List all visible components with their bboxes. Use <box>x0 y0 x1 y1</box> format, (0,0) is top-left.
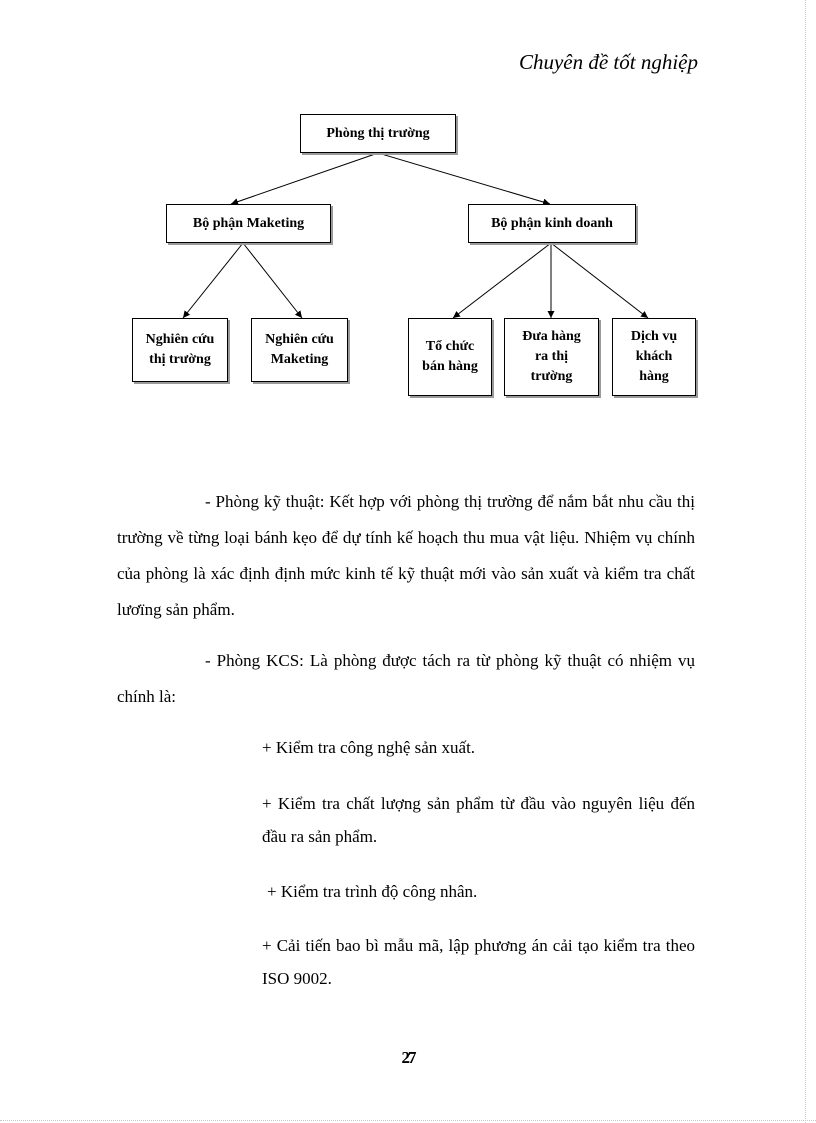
org-node-marketing <box>166 204 331 243</box>
connector-business-sales <box>453 243 551 318</box>
connector-business-service <box>551 243 648 318</box>
list-item-1: + Kiểm tra công nghệ sản xuất. <box>262 738 476 757</box>
page-number: 27 <box>401 1048 415 1067</box>
org-node-business-label: Bộ phận kinh doanh <box>491 215 613 231</box>
paragraph-technical-dept <box>117 484 695 628</box>
org-node-marketing-label: Bộ phận Maketing <box>192 215 305 231</box>
org-node-root <box>300 114 456 153</box>
org-node-sales-label: Tổ chức bán hàng <box>422 339 478 374</box>
paragraph-kcs-dept-text: - Phòng KCS: Là phòng được tách ra từ phòng kỹ thuật có nhiệm vụ chính là: <box>117 651 695 706</box>
list-item-3: + Kiểm tra trình độ công nhân. <box>267 882 478 901</box>
connector-root-marketing <box>231 153 378 204</box>
org-node-customer-service <box>612 318 696 396</box>
connector-marketing-research-market <box>183 243 243 318</box>
org-node-distribution-label: Đưa hàng ra thị trường <box>522 329 581 384</box>
page-header: Chuyên đề tốt nghiệp <box>518 50 698 74</box>
org-node-distribution <box>504 318 599 396</box>
connector-marketing-research-marketing <box>243 243 302 318</box>
list-item-4: + Cải tiến bao bì mẫu mã, lập phương án cải tạo kiểm tra theo ISO 9002. <box>262 936 695 988</box>
org-chart <box>0 0 816 420</box>
org-node-customer-service-label: Dịch vụ khách hàng <box>630 329 678 384</box>
org-node-business <box>468 204 636 243</box>
org-node-marketing-research-label: Nghiên cứu Maketing <box>265 332 334 367</box>
org-node-market-research <box>132 318 228 382</box>
paragraph-technical-dept-text: - Phòng kỹ thuật: Kết hợp với phòng thị trường để nắm bắt nhu cầu thị trường về từng loại bánh kẹo để dự tính kế hoạch thu mua vật liệu. Nhiệm vụ chính của phòng là xác định định mức kinh tế kỹ thuật mới vào sản xuất và kiểm tra chất lươïng sản phẩm. <box>117 492 695 619</box>
connector-root-business <box>378 153 550 204</box>
list-item-2: + Kiểm tra chất lượng sản phẩm từ đầu vào nguyên liệu đến đầu ra sản phẩm. <box>262 794 695 846</box>
org-node-root-label: Phòng thị trường <box>326 125 430 141</box>
paragraph-kcs-dept <box>117 643 695 715</box>
org-node-sales <box>408 318 492 396</box>
org-node-market-research-label: Nghiên cứu thị trường <box>145 332 215 367</box>
org-node-marketing-research <box>251 318 348 382</box>
page-border-bottom <box>0 1120 816 1121</box>
